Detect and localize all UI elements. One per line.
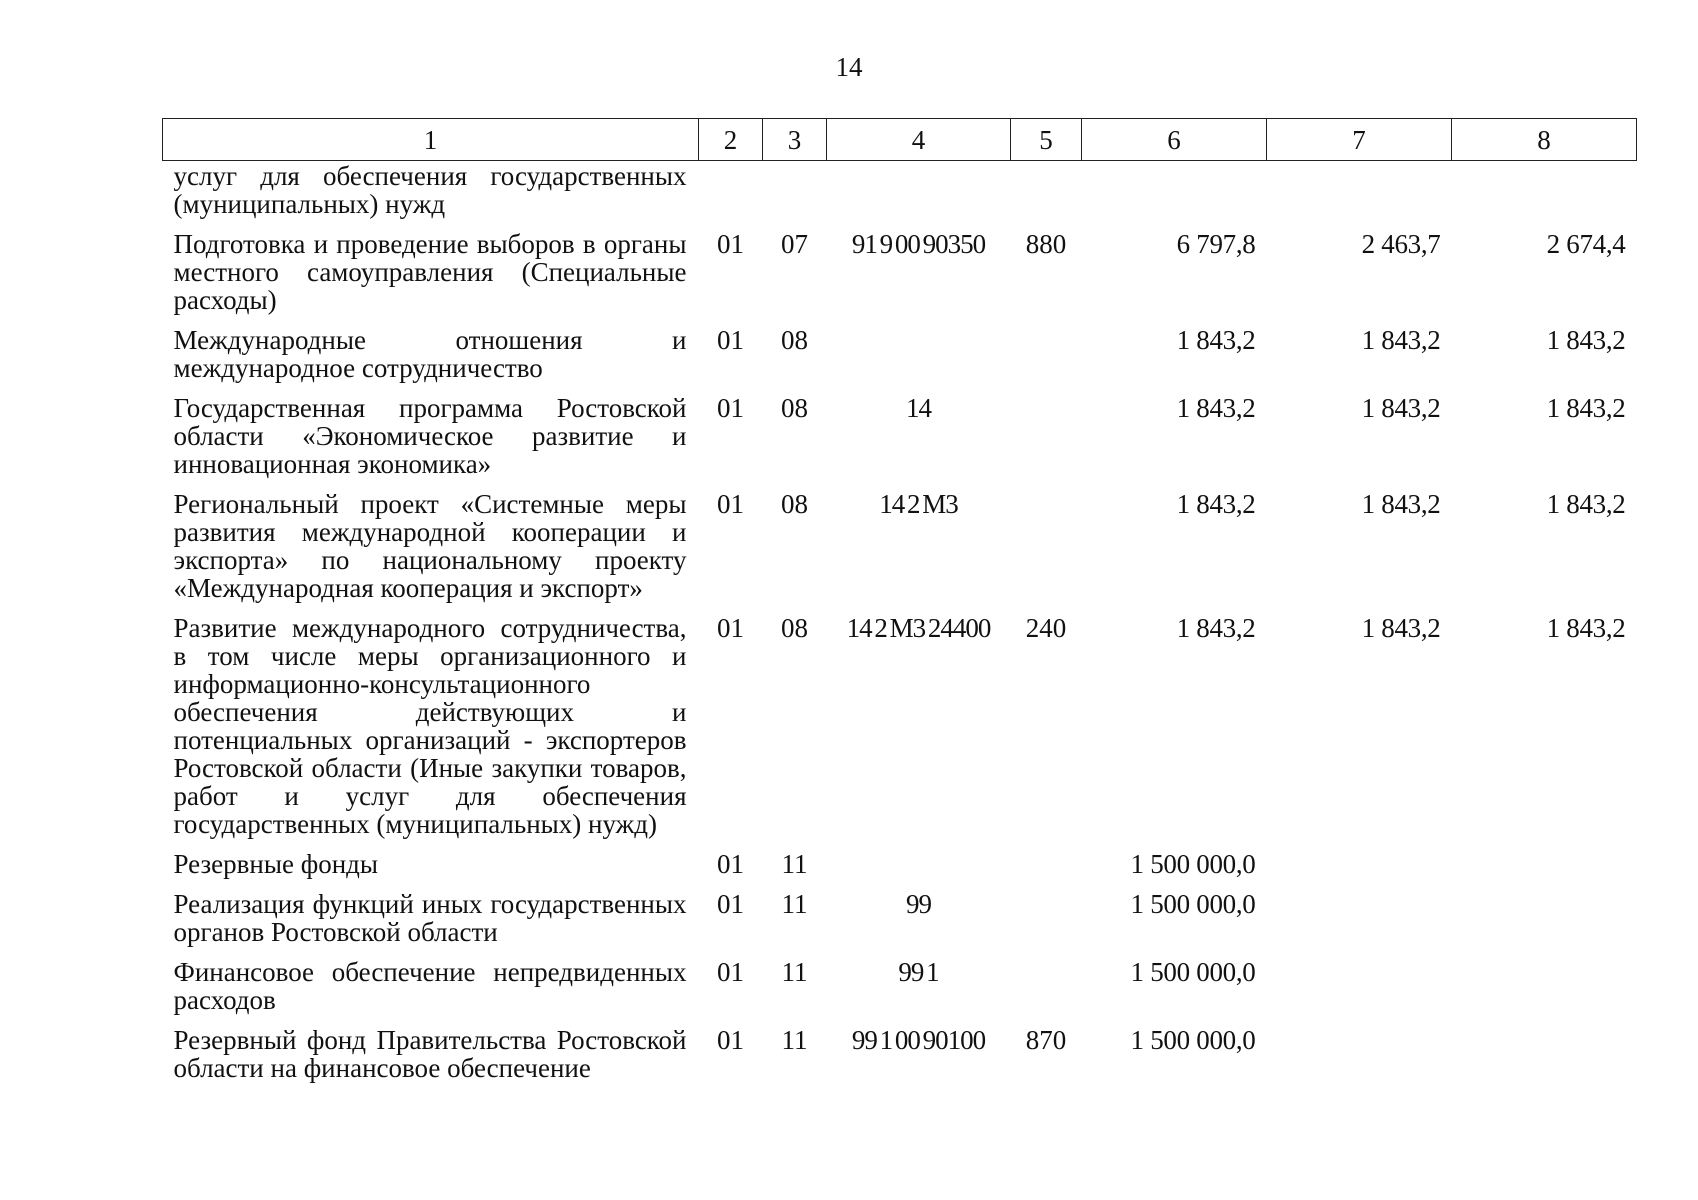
table-row: [163, 389, 1637, 485]
row-section: [699, 161, 763, 226]
table-row: [163, 1021, 1637, 1089]
header-col-3: 3: [763, 119, 827, 161]
row-subsection: [763, 161, 827, 226]
row-target-article: 99: [906, 889, 931, 919]
row-amount-8: [1452, 161, 1637, 226]
header-col-5: 5: [1011, 119, 1082, 161]
row-amount-8: 1 843,2: [1546, 489, 1626, 519]
header-col-7: 7: [1267, 119, 1452, 161]
row-expense-type: 240: [1025, 613, 1067, 643]
row-section: 01: [717, 489, 744, 519]
row-subsection: 08: [781, 613, 808, 643]
row-subsection: 11: [781, 849, 808, 879]
table-row: [163, 885, 1637, 953]
header-col-4: 4: [827, 119, 1011, 161]
row-amount-6: 1 843,2: [1176, 325, 1256, 355]
row-amount-7: 1 843,2: [1361, 613, 1441, 643]
row-amount-6: 1 500 000,0: [1130, 889, 1256, 919]
table-body: [163, 161, 1637, 1090]
row-amount-8: 1 843,2: [1546, 393, 1626, 423]
row-amount-7: 1 843,2: [1361, 489, 1441, 519]
row-name: Государственная программа Ростовской области «Экономическое развитие и инновационная экономика»: [173, 393, 687, 479]
row-target-article: [827, 845, 1011, 885]
row-name: Резервные фонды: [173, 849, 379, 879]
table-header: [163, 119, 1637, 161]
row-amount-6: [1082, 161, 1267, 226]
header-col-2: 2: [699, 119, 763, 161]
row-name: Международные отношения и международное сотрудничество: [173, 325, 687, 383]
row-amount-7: [1267, 161, 1452, 226]
row-subsection: 07: [781, 229, 808, 259]
row-expense-type: [1011, 161, 1082, 226]
budget-table: [162, 118, 1637, 1089]
row-subsection: 11: [781, 889, 808, 919]
row-expense-type: [1011, 885, 1082, 953]
row-subsection: 11: [781, 957, 808, 987]
row-name: Резервный фонд Правительства Ростовской области на финансовое обеспечение: [173, 1025, 687, 1083]
row-name: услуг для обеспечения государственных (муниципальных) нужд: [173, 161, 687, 219]
row-expense-type: 870: [1025, 1025, 1067, 1055]
row-target-article: 14: [906, 393, 931, 423]
row-expense-type: [1011, 845, 1082, 885]
header-row: [163, 119, 1637, 161]
table-row: [163, 321, 1637, 389]
row-section: 01: [717, 889, 744, 919]
row-section: 01: [717, 393, 744, 423]
row-name: Подготовка и проведение выборов в органы местного самоуправления (Специальные расходы): [173, 229, 687, 315]
row-amount-8: [1452, 953, 1637, 1021]
row-amount-6: 1 500 000,0: [1130, 1025, 1256, 1055]
page-number: 14: [835, 52, 863, 82]
row-subsection: 11: [781, 1025, 808, 1055]
row-name: Развитие международного сотрудничества, в том числе меры организационного и информационно-консультационного обеспечения действующих и потенциальных организаций - экспортеров Ростовской области (Иные закупки товаров, работ и услуг для обеспечения государственных (муниципальных) нужд): [173, 613, 687, 839]
table-row: [163, 161, 1637, 226]
row-amount-7: 1 843,2: [1361, 325, 1441, 355]
row-target-article: 14 2 M3 24400: [846, 613, 991, 643]
row-amount-7: [1267, 885, 1452, 953]
row-expense-type: [1011, 485, 1082, 609]
table-row: [163, 845, 1637, 885]
row-target-article: [827, 161, 1011, 226]
row-amount-7: 2 463,7: [1361, 229, 1441, 259]
row-section: 01: [717, 957, 744, 987]
row-amount-6: 1 843,2: [1176, 613, 1256, 643]
row-amount-7: [1267, 1021, 1452, 1089]
row-target-article: 91 9 00 90350: [851, 229, 986, 259]
row-section: 01: [717, 229, 744, 259]
row-target-article: 99 1: [898, 957, 939, 987]
row-name: Региональный проект «Системные меры развития международной кооперации и экспорта» по национальному проекту «Международная кооперация и экспорт»: [173, 489, 687, 603]
table-row: [163, 609, 1637, 845]
row-amount-7: [1267, 953, 1452, 1021]
row-expense-type: [1011, 389, 1082, 485]
row-subsection: 08: [781, 393, 808, 423]
table-row: [163, 225, 1637, 321]
row-target-article: 14 2 M3: [879, 489, 958, 519]
row-amount-6: 1 500 000,0: [1130, 849, 1256, 879]
row-subsection: 08: [781, 325, 808, 355]
row-amount-8: 1 843,2: [1546, 613, 1626, 643]
row-section: 01: [717, 1025, 744, 1055]
row-expense-type: [1011, 321, 1082, 389]
row-section: 01: [717, 325, 744, 355]
row-amount-8: [1452, 845, 1637, 885]
row-target-article: 99 1 00 90100: [851, 1025, 986, 1055]
row-amount-7: 1 843,2: [1361, 393, 1441, 423]
row-amount-8: [1452, 885, 1637, 953]
table-row: [163, 485, 1637, 609]
row-name: Финансовое обеспечение непредвиденных расходов: [173, 957, 687, 1015]
row-amount-6: 1 500 000,0: [1130, 957, 1256, 987]
row-amount-8: [1452, 1021, 1637, 1089]
row-section: 01: [717, 613, 744, 643]
header-col-8: 8: [1452, 119, 1637, 161]
row-amount-8: 2 674,4: [1546, 229, 1626, 259]
header-col-6: 6: [1082, 119, 1267, 161]
row-target-article: [827, 321, 1011, 389]
row-amount-8: 1 843,2: [1546, 325, 1626, 355]
row-amount-7: [1267, 845, 1452, 885]
row-amount-6: 1 843,2: [1176, 489, 1256, 519]
row-expense-type: [1011, 953, 1082, 1021]
row-subsection: 08: [781, 489, 808, 519]
row-expense-type: 880: [1025, 229, 1067, 259]
header-col-1: 1: [163, 119, 699, 161]
row-amount-6: 1 843,2: [1176, 393, 1256, 423]
row-amount-6: 6 797,8: [1176, 229, 1256, 259]
row-name: Реализация функций иных государственных органов Ростовской области: [173, 889, 687, 947]
table-row: [163, 953, 1637, 1021]
row-section: 01: [717, 849, 744, 879]
